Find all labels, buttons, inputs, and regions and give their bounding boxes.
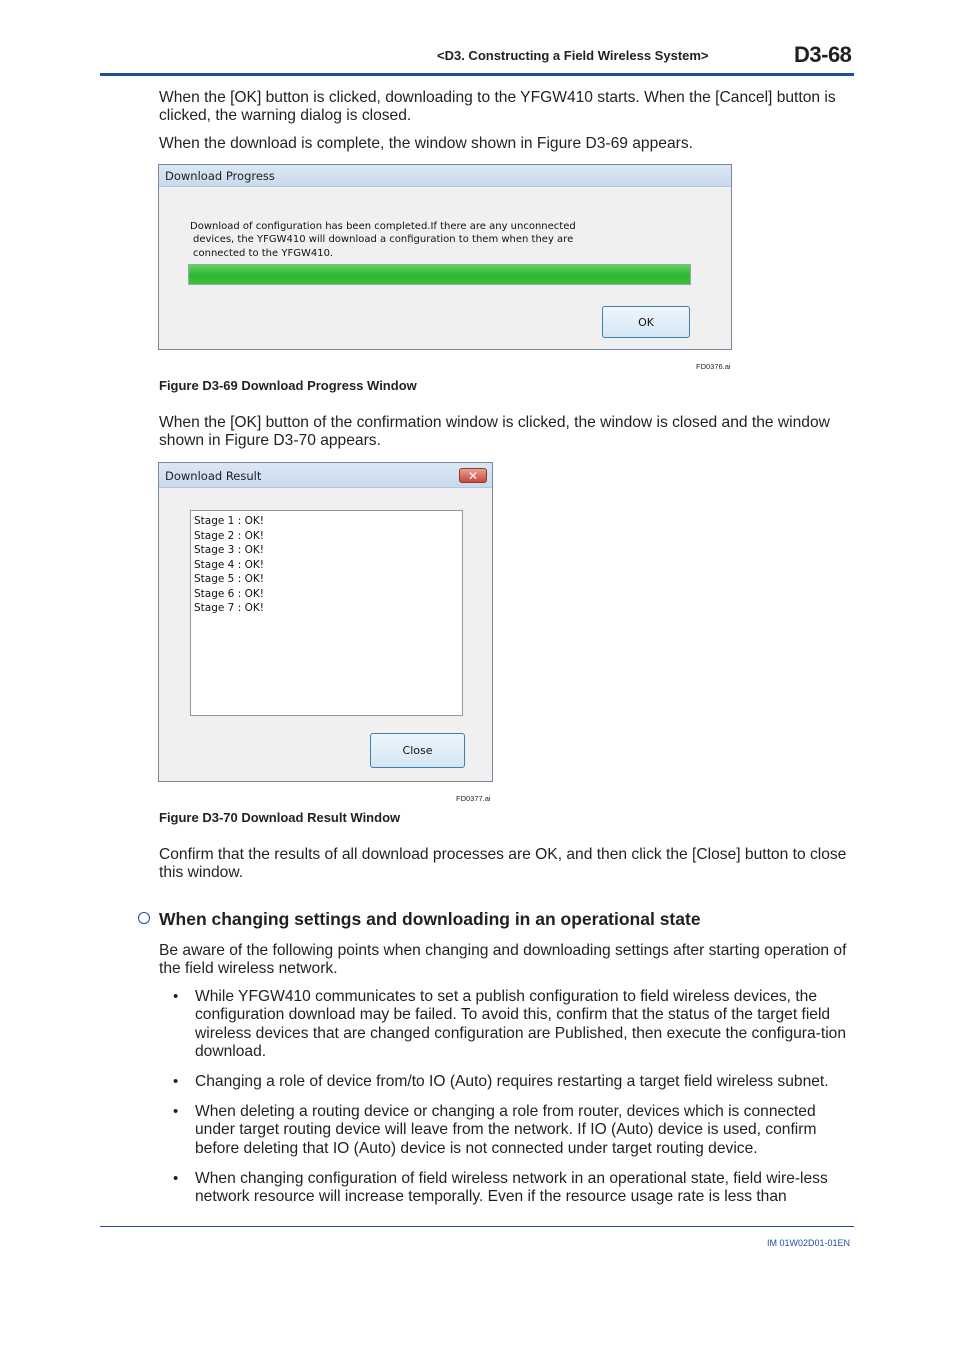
window-title: Download Result bbox=[159, 463, 492, 488]
bullet-icon: • bbox=[173, 1103, 179, 1120]
list-item: While YFGW410 communicates to set a publish configuration to field wireless devices, the configuration download may be failed. To avoid this, confirm that the status of the target field wireless devices that are changed configuration are Published, then execute the configura-tion download. bbox=[195, 988, 847, 1060]
section-intro: Be aware of the following points when changing and downloading settings after starting operation of the field wireless network. bbox=[159, 942, 847, 978]
list-item: Stage 2 : OK! bbox=[194, 529, 264, 542]
bullet-icon: • bbox=[173, 1170, 179, 1187]
bullet-icon: • bbox=[173, 1073, 179, 1090]
result-lines bbox=[191, 511, 462, 616]
message-line: connected to the YFGW410. bbox=[193, 247, 334, 259]
paragraph-ok-cancel: When the [OK] button is clicked, downloading to the YFGW410 starts. When the [Cancel] button is clicked, the warning dialog is closed. bbox=[159, 89, 836, 125]
section-heading: When changing settings and downloading in an operational state bbox=[159, 909, 701, 929]
header-divider bbox=[100, 73, 854, 76]
chapter-title: <D3. Constructing a Field Wireless System> bbox=[437, 48, 709, 63]
paragraph-confirm-results: Confirm that the results of all download processes are OK, and then click the [Close] button to close this window. bbox=[159, 846, 847, 882]
download-progress-window bbox=[158, 164, 732, 350]
message-line: Download of configuration has been completed.If there are any unconnected bbox=[190, 221, 576, 232]
list-item: Changing a role of device from/to IO (Auto) requires restarting a target field wireless subnet. bbox=[195, 1073, 829, 1090]
list-item: Stage 1 : OK! bbox=[194, 515, 264, 527]
figure-file-ref: FD0377.ai bbox=[456, 794, 491, 803]
message-line: devices, the YFGW410 will download a configuration to them when they are bbox=[193, 234, 574, 246]
download-message bbox=[190, 220, 710, 260]
window-title: Download Progress bbox=[159, 165, 731, 187]
section-circle-icon bbox=[138, 912, 150, 924]
document-number: IM 01W02D01-01EN bbox=[767, 1238, 851, 1248]
list-item: When deleting a routing device or changing a role from router, devices which is connected under target routing device will leave from the network. If IO (Auto) device is used, confirm before deleting that IO (Auto) device is not connected under target routing device. bbox=[195, 1103, 817, 1157]
list-item: Stage 5 : OK! bbox=[194, 573, 264, 585]
list-item: When changing configuration of field wireless network in an operational state, field wire-less network resource will increase temporally. Even if the resource usage rate is less than bbox=[195, 1170, 828, 1206]
list-item: Stage 6 : OK! bbox=[194, 587, 264, 600]
paragraph-download-complete: When the download is complete, the window shown in Figure D3-69 appears. bbox=[159, 135, 693, 152]
figure-caption: Figure D3-70 Download Result Window bbox=[159, 810, 401, 825]
footer-divider bbox=[100, 1226, 854, 1227]
bullet-icon: • bbox=[173, 988, 179, 1005]
list-item: Stage 3 : OK! bbox=[194, 544, 264, 556]
page-number: D3-68 bbox=[794, 42, 852, 67]
list-item: Stage 7 : OK! bbox=[194, 602, 264, 614]
ok-button[interactable]: OK bbox=[602, 306, 690, 338]
close-button[interactable]: Close bbox=[370, 733, 465, 768]
result-list[interactable] bbox=[190, 510, 463, 716]
close-icon[interactable]: ✕ bbox=[459, 468, 487, 483]
figure-file-ref: FD0376.ai bbox=[696, 362, 731, 371]
list-item: Stage 4 : OK! bbox=[194, 558, 264, 571]
download-progress-bar bbox=[188, 264, 691, 285]
paragraph-confirmation: When the [OK] button of the confirmation window is clicked, the window is closed and the window shown in Figure D3-70 appears. bbox=[159, 414, 830, 450]
progress-bar-fill bbox=[189, 265, 690, 284]
download-result-window bbox=[158, 462, 493, 782]
figure-caption: Figure D3-69 Download Progress Window bbox=[159, 378, 417, 393]
